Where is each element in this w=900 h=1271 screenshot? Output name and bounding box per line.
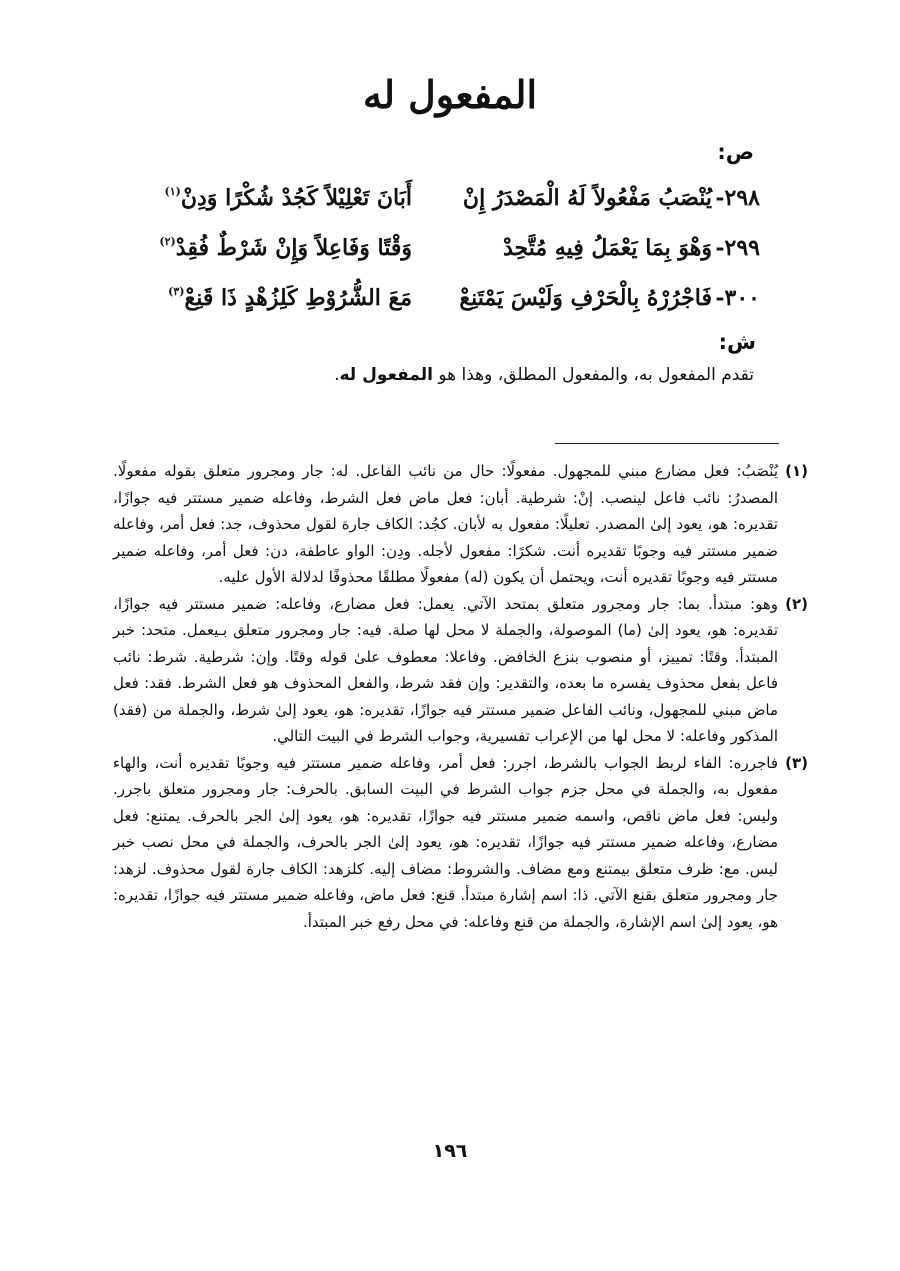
- footnote-text: يُنْصَبُ: فعل مضارع مبني للمجهول. مفعولًا: حال من نائب الفاعل. له: جار ومجرور متعلق بقوله مفعولًا. المصدرُ: نائب فاعل لينصب. إنْ: شرطية. أبان: فعل ماض فعل الشرط، وفاعله ضمير مستتر فيه جوازًا، تقديره: هو، يعود إلىٰ المصدر. تعليلًا: مفعول به لأبان. كجُد: الكاف جارة لقول محذوف، جد: فعل أمر، وفاعله ضمير مستتر فيه وجوبًا تقديره أنت. شكرًا: مفعول لأجله. ودِن: الواو عاطفة، دن: فعل أمر، وفاعله ضمير مستتر فيه وجوبًا تقديره أنت، ويحتمل أن يكون (له) مفعولًا مطلقًا محذوفًا لدلالة الأول عليه.: [113, 462, 778, 586]
- chapter-title: المفعول له: [362, 72, 538, 117]
- text-label: ص:: [717, 140, 754, 164]
- footnote-number: (١): [785, 462, 808, 480]
- verse-line: [140, 185, 760, 235]
- footnote: [113, 750, 808, 936]
- footnote-marker: (٢): [159, 235, 176, 248]
- commentary-text: [134, 360, 754, 390]
- verse-second-hemistich-text: أَبَانَ تَعْلِيْلاً كَجُدْ شُكْرًا وَدِنْ: [180, 185, 412, 211]
- footnotes-block: [113, 458, 808, 935]
- footnote-marker: (٣): [168, 285, 185, 298]
- footnote-number: (٣): [785, 753, 808, 772]
- verse-second-hemistich-text: مَعَ الشُّرُوْطِ كَلِزُهْدٍ ذَا قَنِعْ: [184, 285, 412, 311]
- footnote-divider: [555, 443, 779, 444]
- footnote-number: (٢): [785, 594, 808, 613]
- footnote-text: فاجرره: الفاء لربط الجواب بالشرط، اجرر: فعل أمر، وفاعله ضمير مستتر فيه وجوبًا تقديره أنت، والهاء مفعول به، والجملة في محل جزم جواب الشرط في البيت السابق. بالحرف: جار ومجرور متعلق باجرر. وليس: فعل ماض ناقص، واسمه ضمير مستتر فيه جوازًا، تقديره: هو، يعود إلىٰ الجر بالحرف. يمتنع: فعل مضارع، وفاعله ضمير مستتر فيه جوازًا، تقديره: هو، يعود إلىٰ الجر بالحرف، والجملة في محل نصب خبر ليس. مع: ظرف متعلق بيمتنع ومع مضاف. والشروط: مضاف إليه. كلزهد: الكاف جارة لقول محذوف. لزهد: جار ومجرور متعلق بقنع الآتي. ذا: اسم إشارة مبتدأ. قنع: فعل ماض، وفاعله ضمير مستتر فيه جوازًا، تقديره: هو، يعود إلىٰ اسم الإشارة، والجملة من قنع وفاعله: في محل رفع خبر المبتدأ.: [113, 753, 778, 931]
- verse-second-hemistich: [144, 235, 412, 261]
- verse-second-hemistich-text: وَقْتًا وَفَاعِلاً وَإِنْ شَرْطٌ فُقِدْ: [175, 235, 412, 261]
- commentary-sentence: تقدم المفعول به، والمفعول المطلق، وهذا هو: [438, 365, 754, 385]
- page-number: ١٩٦: [432, 1140, 468, 1162]
- commentary-period: .: [334, 365, 340, 385]
- footnote-text: وهو: مبتدأ. بما: جار ومجرور متعلق بمتحد الآتي. يعمل: فعل مضارع، وفاعله: ضمير مستتر فيه جوازًا، تقديره: هو، يعود إلىٰ (ما) الموصولة، والجملة لا محل لها صلة. فيه: جار ومجرور متعلق بـيعمل. متحد: خبر المبتدأ. وقتًا: تمييز، أو منصوب بنزع الخافض. وفاعلا: معطوف علىٰ قوله وقتًا. وإن: شرطية. شرط: نائب فاعل بفعل محذوف يفسره ما بعده، والتقدير: وإن فقد شرط، والفعل المحذوف هو فعل الشرط. فقد: فعل ماض مبني للمجهول، ونائب الفاعل ضمير مستتر فيه جوازًا، تقديره: هو، يعود إلىٰ شرط، والجملة من (فقد) المذكور وفاعله: لا محل لها من الإعراب تفسيرية، وجواب الشرط في البيت التالي.: [113, 594, 778, 745]
- verse-line: [140, 285, 760, 335]
- verse-number: ٣٠٠-: [715, 285, 760, 311]
- commentary-bold-term: المفعول له: [339, 365, 433, 385]
- footnote-marker: (١): [164, 185, 181, 198]
- verse-number: ٢٩٨-: [715, 185, 760, 211]
- footnote: [113, 458, 808, 591]
- verse-line: [140, 235, 760, 285]
- verse-second-hemistich: [144, 285, 412, 311]
- verse-second-hemistich: [144, 185, 412, 211]
- verses-block: [140, 185, 760, 335]
- commentary-label: ش:: [718, 330, 756, 354]
- verse-first-hemistich: يُنْصَبُ مَفْعُولاً لَهُ الْمَصْدَرُ إِنْ: [462, 185, 712, 211]
- verse-first-hemistich: فَاجْرُرْهُ بِالْحَرْفِ وَلَيْسَ يَمْتَنِعْ: [459, 285, 712, 311]
- footnote: [113, 591, 808, 750]
- verse-first-hemistich: وَهْوَ بِمَا يَعْمَلُ فِيهِ مُتَّحِدْ: [502, 235, 712, 261]
- verse-number: ٢٩٩-: [715, 235, 760, 261]
